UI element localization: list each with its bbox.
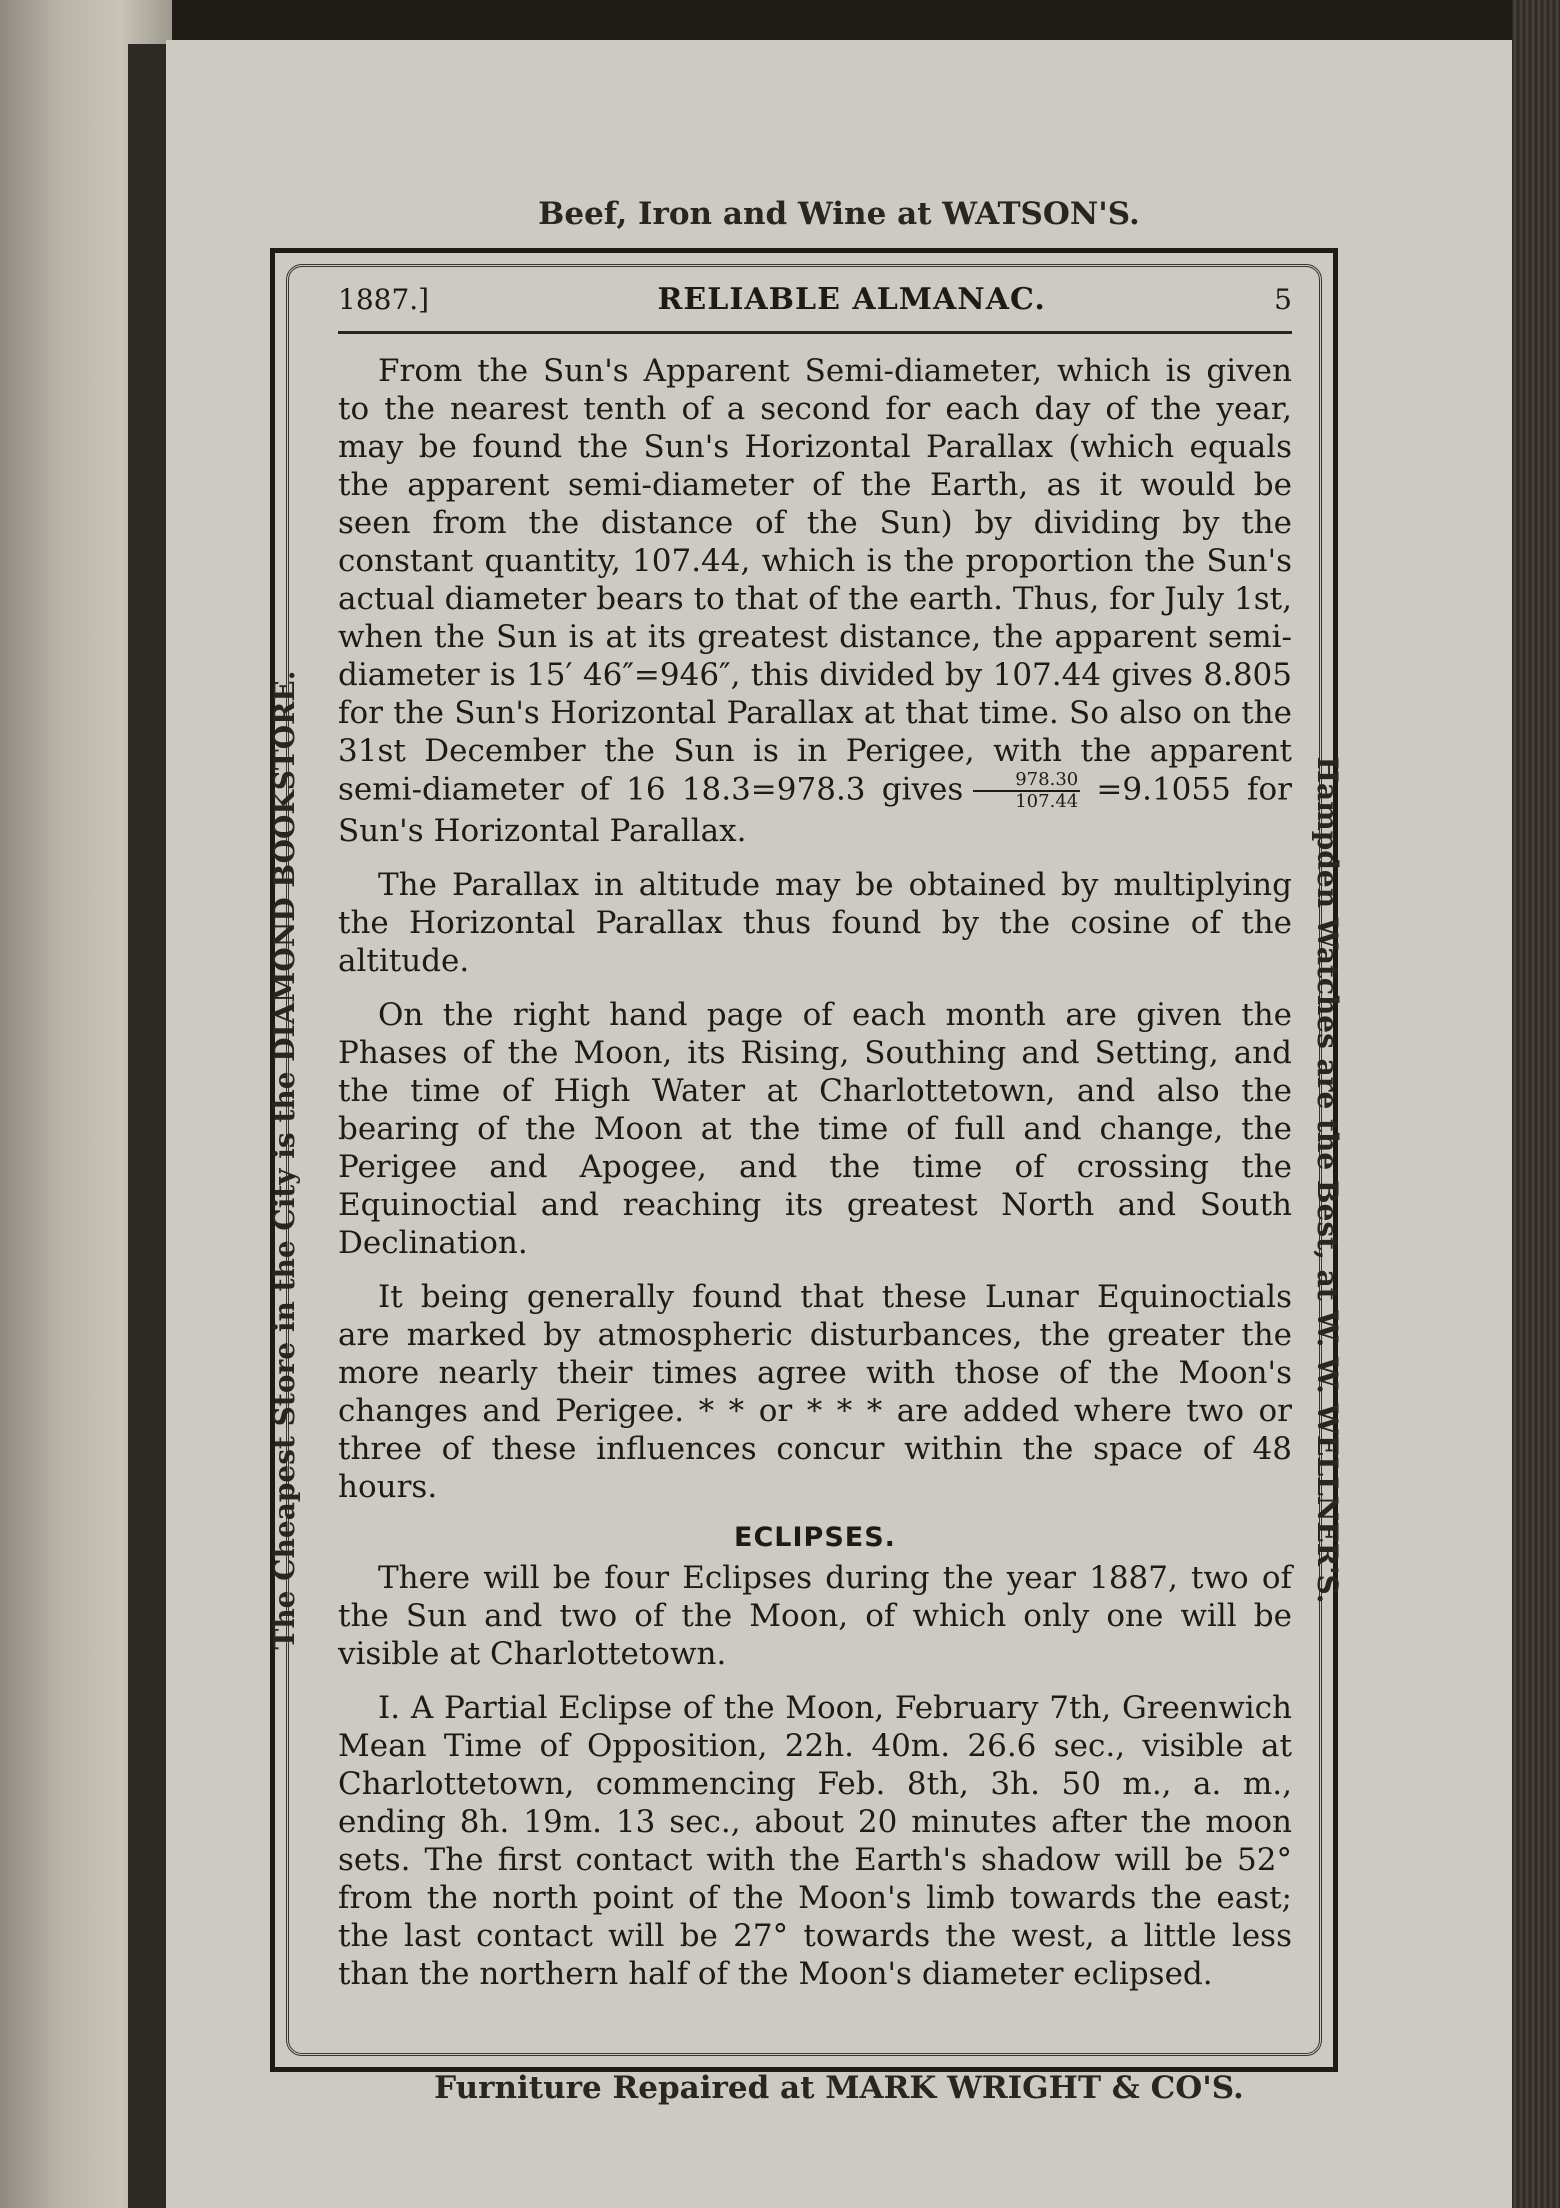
right-page-edge (1512, 0, 1560, 2208)
page-content (338, 282, 1292, 2009)
bottom-advertisement: Furniture Repaired at MARK WRIGHT & CO'S. (434, 2070, 1244, 2106)
eclipses-heading: ECLIPSES. (734, 1522, 896, 1553)
parallax-fraction (973, 770, 1080, 812)
fraction-denominator: 107.44 (1015, 791, 1079, 812)
book-gutter (128, 44, 168, 2208)
paragraph-partial-eclipse: I. A Partial Eclipse of the Moon, February 7th, Greenwich Mean Time of Opposition, 22h. 40m. 26.6 sec., visible at Charlottetown, commencing Feb. 8th, 3h. 50 m., a. m., ending 8h. 19m. 13 sec., about 20 minutes after the moon sets. The first contact with the Earth's shadow will be 52° from the north point of the Moon's limb towards the east; the last contact will be 27° towards the west, a little less than the northern half of the Moon's diameter eclipsed. (338, 1690, 1292, 1992)
header-title: RELIABLE ALMANAC. (657, 282, 1046, 317)
paragraph-moon-phases: On the right hand page of each month are given the Phases of the Moon, its Rising, Southing and Setting, and the time of High Water at Charlottetown, and also the bearing of the Moon at the time of full and change, the Perigee and Apogee, and the time of crossing the Equinoctial and reaching its greatest North and South Declination. (338, 997, 1292, 1261)
header-year: 1887.] (338, 283, 430, 316)
paragraph-semi-diameter (338, 352, 1292, 850)
top-advertisement: Beef, Iron and Wine at WATSON'S. (538, 196, 1140, 232)
paragraph-lunar-equinoctials: It being generally found that these Lunar Equinoctials are marked by atmospheric disturbances, the greater the more nearly their times agree with those of the Moon's changes and Perigee. * * or * * * are added where two or three of these influences concur within the space of 48 hours. (338, 1279, 1292, 1505)
paragraph-semi-diameter-text: From the Sun's Apparent Semi-diameter, which is given to the nearest tenth of a second for each day of the year, may be found the Sun's Horizontal Parallax (which equals the apparent semi-diameter of the Earth, as it would be seen from the distance of the Sun) by dividing by the constant quantity, 107.44, which is the proportion the Sun's actual diameter bears to that of the earth. Thus, for July 1st, when the Sun is at its greatest distance, the apparent semi-diameter is 15′ 46″=946″, this divided by 107.44 gives 8.805 for the Sun's Horizontal Parallax at that time. So also on the 31st December the Sun is in Perigee, with the apparent semi-diameter of 16 18.3=978.3 gives (338, 353, 1292, 808)
running-header (338, 282, 1292, 334)
left-side-advertisement: The Cheapest Store in the City is the DIAMOND BOOKSTORE. (268, 670, 301, 1650)
fraction-numerator: 978.30 (973, 770, 1080, 792)
right-side-advertisement: Hampden Watches are the Best, at W. W. WELLNER'S. (1311, 756, 1344, 1604)
paragraph-parallax-altitude: The Parallax in altitude may be obtained by multiplying the Horizontal Parallax thus found by the cosine of the altitude. (338, 867, 1292, 979)
paragraph-semi-diameter-end: =9.1055 for Sun's Horizontal Parallax. (338, 771, 1292, 849)
page-number: 5 (1274, 283, 1292, 316)
paragraph-eclipses-intro: There will be four Eclipses during the year 1887, two of the Sun and two of the Moon, of which only one will be visible at Charlottetown. (338, 1560, 1292, 1672)
